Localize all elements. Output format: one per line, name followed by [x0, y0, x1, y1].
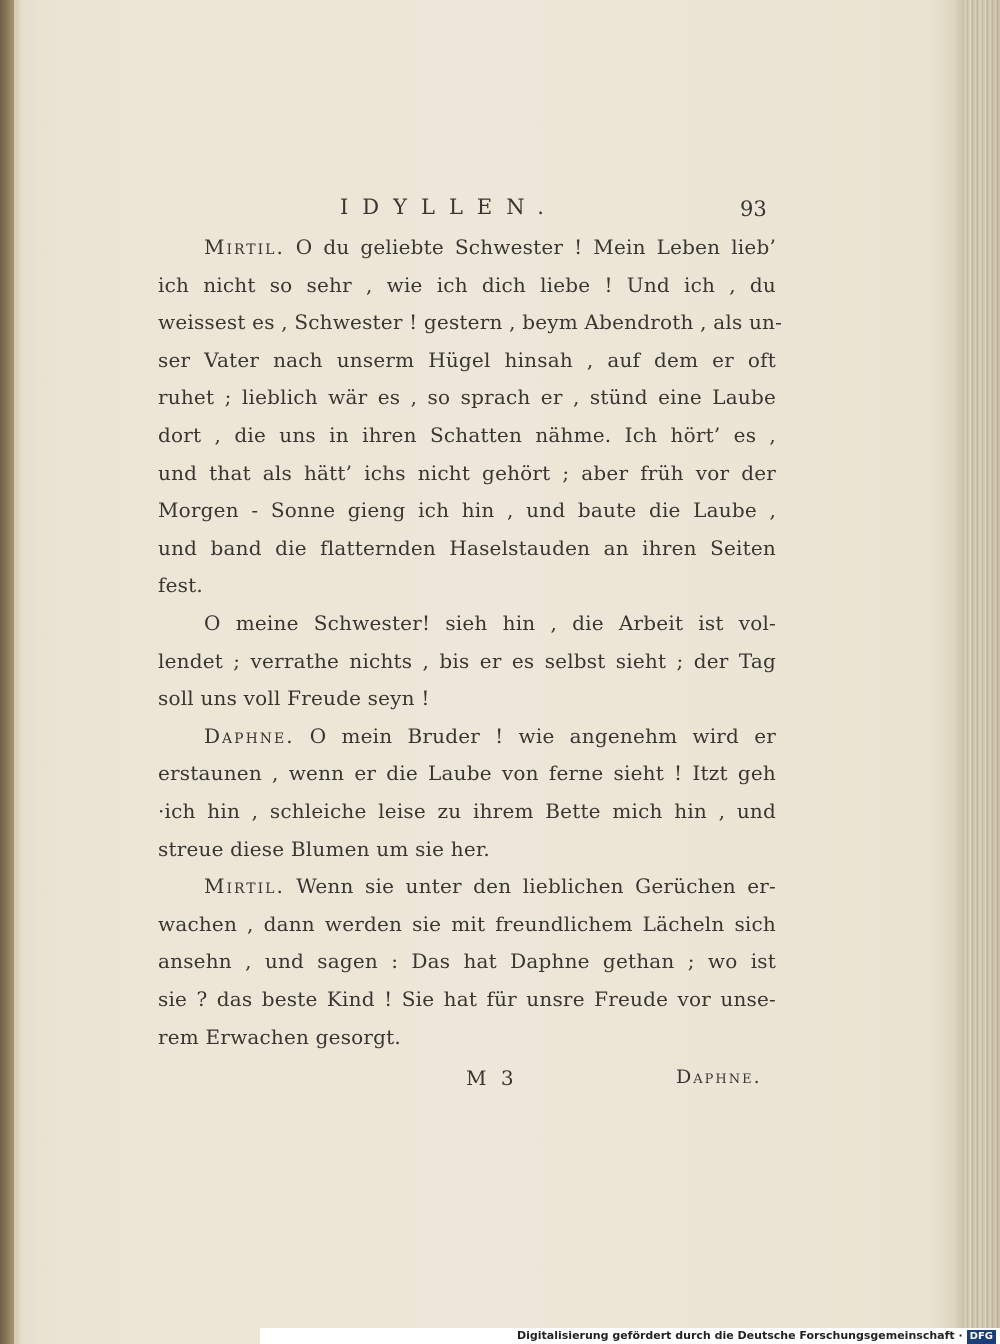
- line-text: und band die flatternden Haselstauden an ihren Seiten: [158, 535, 776, 560]
- line-text: dort , die uns in ihren Schatten nähme. Ich hört’ es ,: [158, 423, 776, 447]
- text-line: [158, 308, 783, 336]
- digitization-notice: [260, 1328, 1000, 1344]
- line-text: ich nicht so sehr , wie ich dich liebe ! Und ich , du: [158, 272, 776, 297]
- line-text: O mein Bruder ! wie angenehm wird er: [309, 723, 776, 748]
- page-number: 93: [740, 197, 767, 221]
- line-text: ser Vater nach unserm Hügel hinsah , auf dem er oft: [158, 347, 776, 372]
- line-text: O du geliebte Schwester ! Mein Leben lieb’: [295, 235, 777, 259]
- text-line: [158, 271, 776, 299]
- line-text: weissest es , Schwester ! gestern , beym Abendroth , als un-: [158, 310, 783, 335]
- line-text: wachen , dann werden sie mit freundlichem Lächeln sich: [158, 911, 776, 936]
- text-line: [158, 1023, 776, 1051]
- line-text: ansehn , und sagen : Das hat Daphne gethan ; wo ist: [158, 949, 776, 974]
- running-head: IDYLLEN.: [340, 195, 558, 219]
- text-line: [158, 421, 776, 449]
- text-line: [158, 383, 776, 411]
- catchword: Daphne.: [676, 1066, 762, 1088]
- line-text: lendet ; verrathe nichts , bis er es selbst sieht ; der Tag: [158, 648, 776, 673]
- line-text: und that als hätt’ ichs nicht gehört ; aber früh vor der: [158, 460, 776, 485]
- text-line: [158, 684, 776, 712]
- text-line: [158, 496, 776, 524]
- line-text: erstaunen , wenn er die Laube von ferne sieht ! Itzt geh: [158, 761, 776, 786]
- text-line: [158, 985, 776, 1013]
- text-line: [158, 571, 776, 599]
- page-stack-edge: [964, 0, 1000, 1344]
- speaker-name: Mirtil.: [204, 874, 285, 899]
- line-text: ·ich hin , schleiche leise zu ihrem Bette mich hin , und: [158, 799, 776, 823]
- text-line: [158, 647, 776, 675]
- line-text: rem Erwachen gesorgt.: [158, 1024, 401, 1049]
- text-line: [204, 722, 776, 750]
- book-spine-shadow: [0, 0, 14, 1344]
- text-line: [158, 797, 776, 825]
- dfg-logo: DFG: [967, 1330, 996, 1344]
- line-text: streue diese Blumen um sie her.: [158, 836, 490, 861]
- text-line: [158, 534, 776, 562]
- text-line: [204, 609, 776, 637]
- line-text: sie ? das beste Kind ! Sie hat für unsre Freude vor unse-: [158, 987, 776, 1011]
- text-line: [204, 233, 776, 261]
- line-text: O meine Schwester! sieh hin , die Arbeit ist vol-: [204, 611, 776, 635]
- text-line: [158, 346, 776, 374]
- speaker-name: Daphne.: [204, 723, 295, 748]
- speaker-name: Mirtil.: [204, 235, 285, 259]
- signature-mark: M 3: [466, 1066, 518, 1090]
- line-text: Wenn sie unter den lieblichen Gerüchen er-: [296, 874, 776, 899]
- text-line: [158, 759, 776, 787]
- text-line: [158, 835, 776, 863]
- line-text: ruhet ; lieblich wär es , so sprach er , stünd eine Laube: [158, 385, 776, 410]
- text-line: [158, 910, 776, 938]
- line-text: Morgen - Sonne gieng ich hin , und baute die Laube ,: [158, 498, 776, 523]
- text-line: [158, 947, 776, 975]
- digitization-notice-text: Digitalisierung gefördert durch die Deutsche Forschungsgemeinschaft ·: [516, 1329, 963, 1342]
- line-text: soll uns voll Freude seyn !: [158, 686, 430, 711]
- text-line: [204, 872, 776, 900]
- line-text: fest.: [158, 573, 203, 598]
- text-line: [158, 459, 776, 487]
